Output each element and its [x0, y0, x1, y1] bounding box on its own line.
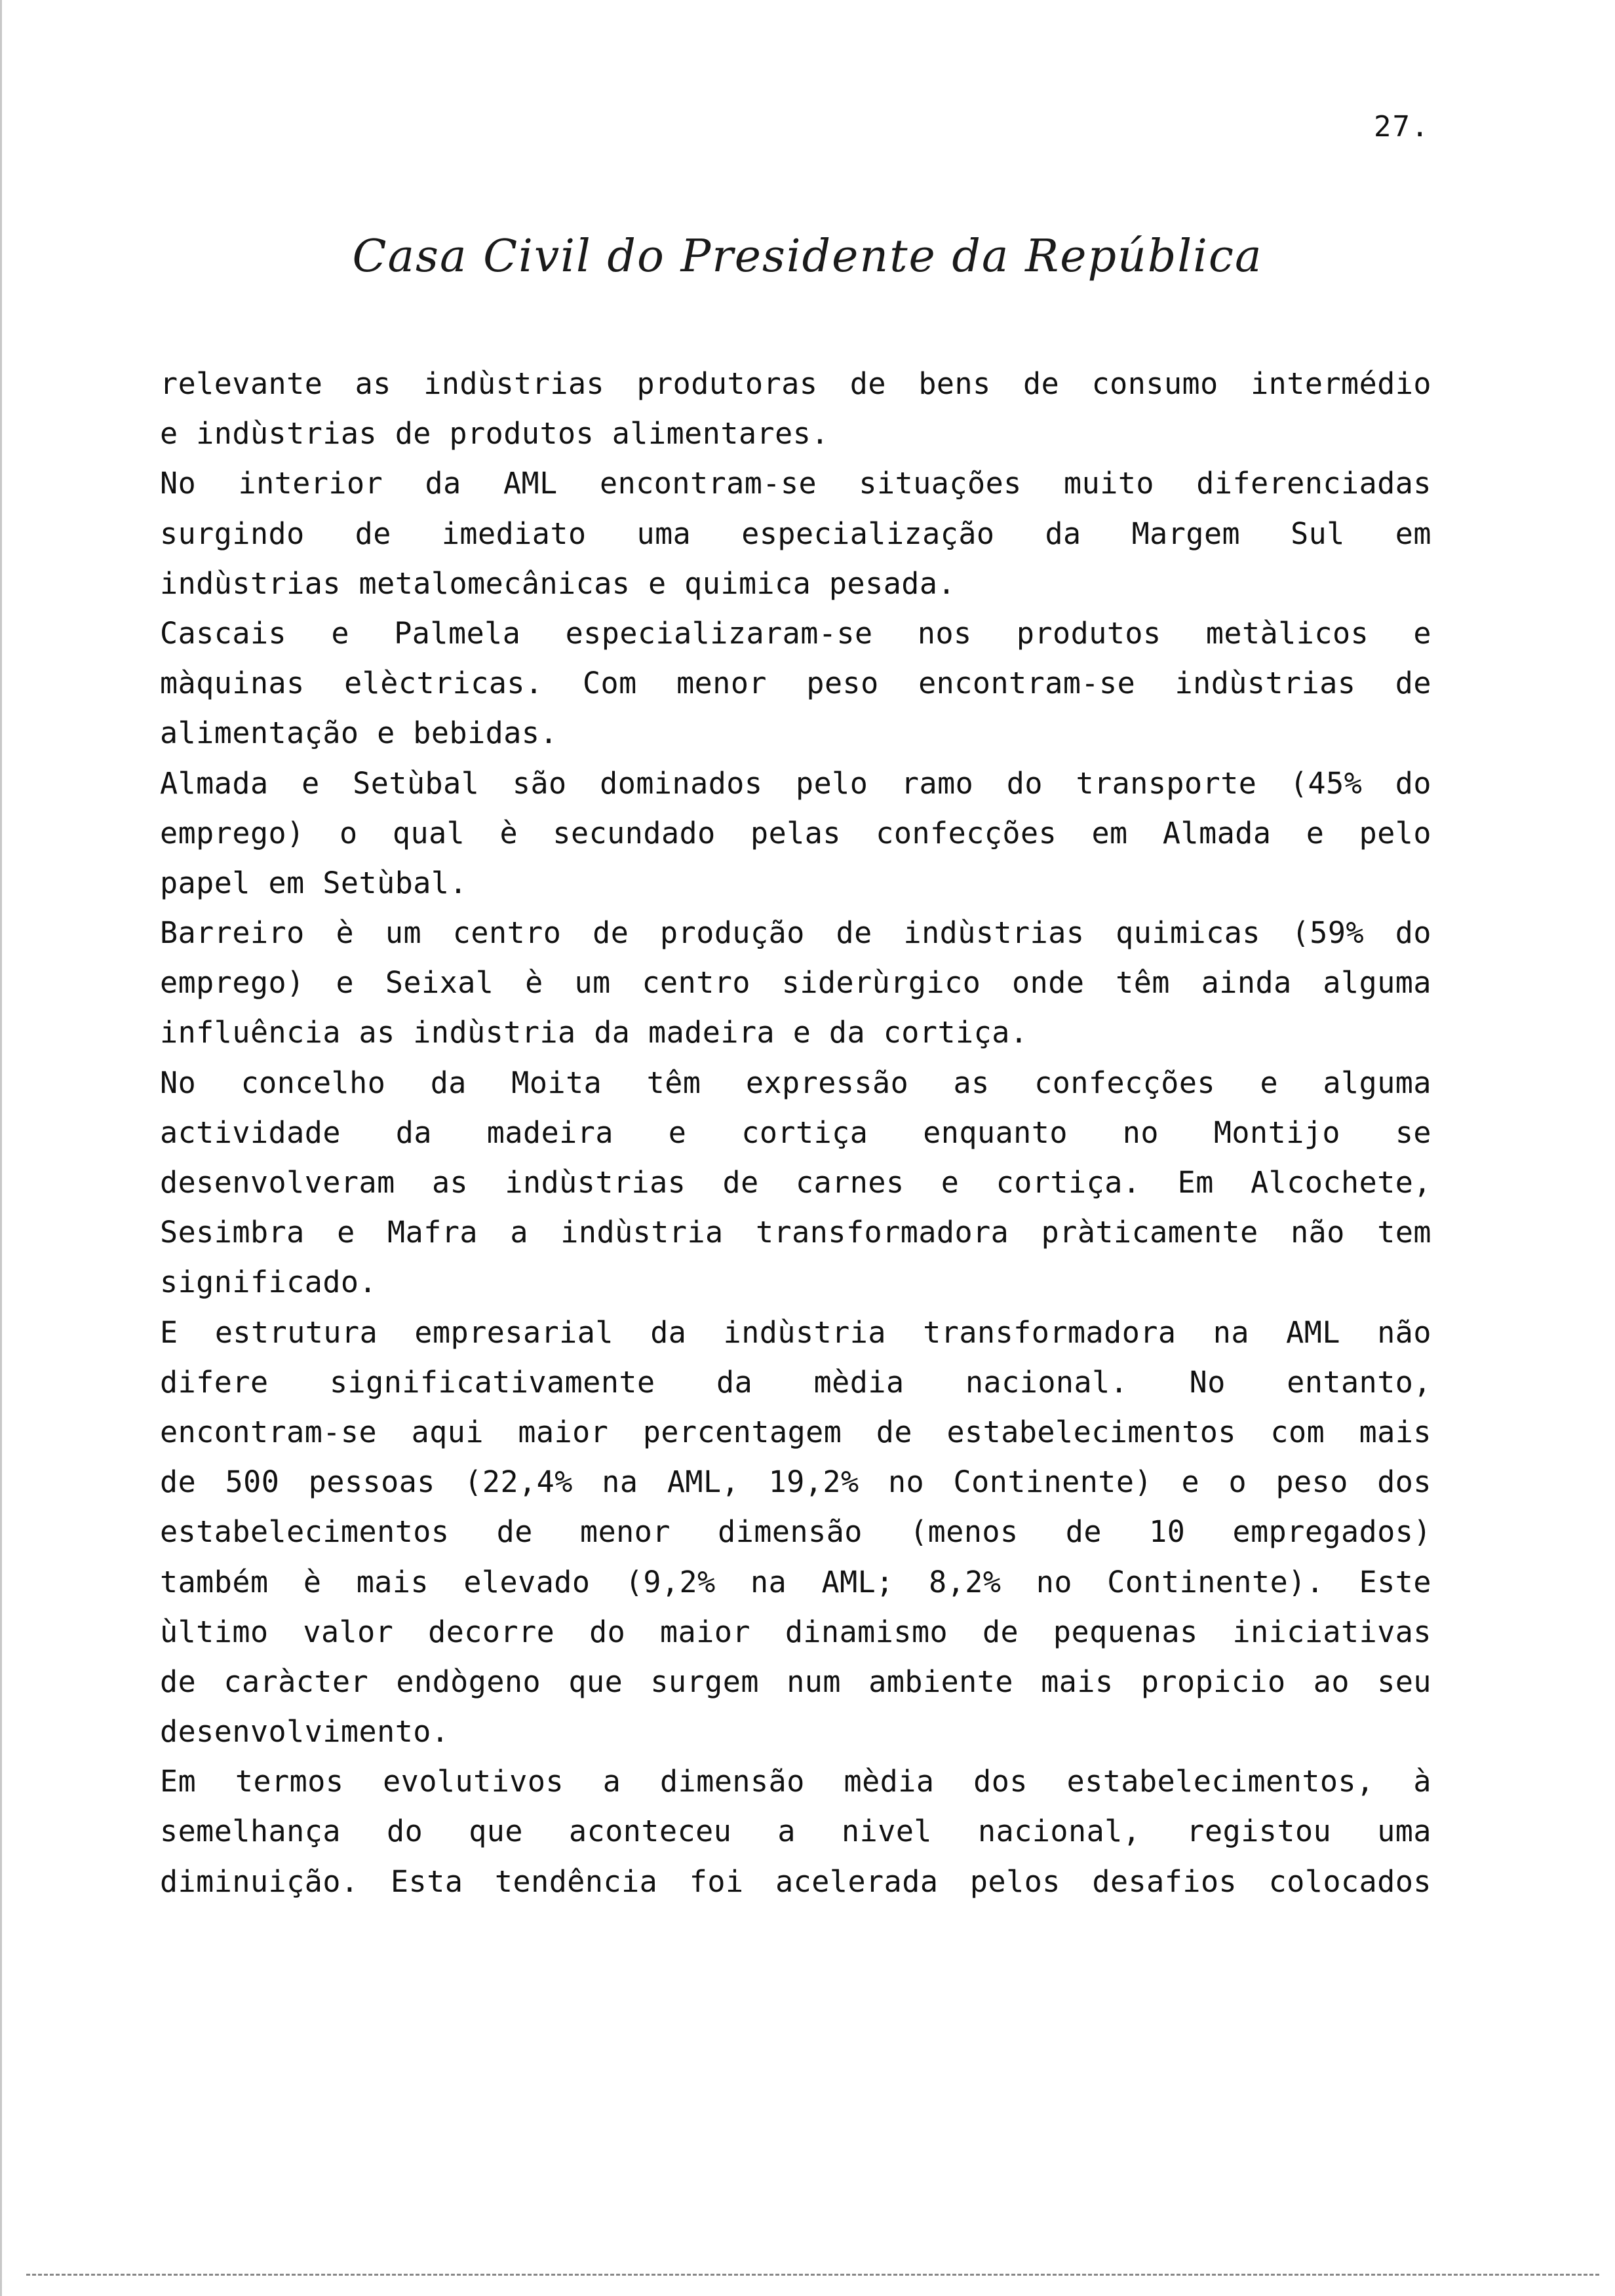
text-line: semelhança do que aconteceu a nivel nacional, registou uma	[160, 1814, 1431, 1849]
text-line: alimentação e bebidas.	[160, 716, 558, 751]
text-line: surgindo de imediato uma especialização da Margem Sul em	[160, 516, 1431, 551]
text-line: emprego) o qual è secundado pelas confecções em Almada e pelo	[160, 815, 1431, 851]
letterhead: Casa Civil do Presidente da República	[352, 231, 1263, 282]
text-line: Almada e Setùbal são dominados pelo ramo do transporte (45% do	[160, 765, 1431, 801]
text-line: No concelho da Moita têm expressão as confecções e alguma	[160, 1065, 1431, 1100]
text-line: e indùstrias de produtos alimentares.	[160, 416, 829, 451]
text-line: Sesimbra e Mafra a indùstria transformadora pràticamente não tem	[160, 1215, 1431, 1250]
text-line: desenvolveram as indùstrias de carnes e cortiça. Em Alcochete,	[160, 1165, 1431, 1200]
scan-artifact-line	[26, 2274, 1599, 2276]
text-line: Em termos evolutivos a dimensão mèdia dos estabelecimentos, à	[160, 1764, 1431, 1799]
text-line: indùstrias metalomecânicas e quimica pesada.	[160, 565, 956, 601]
text-line: de 500 pessoas (22,4% na AML, 19,2% no Continente) e o peso dos	[160, 1464, 1431, 1500]
text-line: difere significativamente da mèdia nacional. No entanto,	[160, 1364, 1431, 1400]
text-line: Cascais e Palmela especializaram-se nos produtos metàlicos e	[160, 615, 1431, 651]
text-line: desenvolvimento.	[160, 1714, 450, 1750]
text-line: papel em Setùbal.	[160, 865, 468, 900]
text-line: de caràcter endògeno que surgem num ambiente mais propicio ao seu	[160, 1664, 1431, 1699]
text-line: também è mais elevado (9,2% na AML; 8,2% no Continente). Este	[160, 1564, 1431, 1599]
text-line: diminuição. Esta tendência foi acelerada pelos desafios colocados	[160, 1864, 1431, 1899]
text-line: No interior da AML encontram-se situações muito diferenciadas	[160, 466, 1431, 501]
text-line: ùltimo valor decorre do maior dinamismo de pequenas iniciativas	[160, 1614, 1431, 1649]
text-line: significado.	[160, 1265, 378, 1300]
scan-edge	[0, 0, 2, 2296]
body-text	[160, 359, 1431, 1907]
text-line: encontram-se aqui maior percentagem de estabelecimentos com mais	[160, 1414, 1431, 1449]
text-line: màquinas elèctricas. Com menor peso encontram-se indùstrias de	[160, 666, 1431, 701]
text-line: influência as indùstria da madeira e da cortiça.	[160, 1015, 1028, 1050]
text-line: Barreiro è um centro de produção de indùstrias quimicas (59% do	[160, 915, 1431, 951]
text-line: actividade da madeira e cortiça enquanto no Montijo se	[160, 1115, 1431, 1150]
page-number: 27.	[1374, 110, 1430, 144]
text-line: emprego) e Seixal è um centro siderùrgico onde têm ainda alguma	[160, 965, 1431, 1001]
text-line: relevante as indùstrias produtoras de bens de consumo intermédio	[160, 366, 1431, 401]
text-line: E estrutura empresarial da indùstria transformadora na AML não	[160, 1314, 1431, 1350]
text-line: estabelecimentos de menor dimensão (menos de 10 empregados)	[160, 1514, 1431, 1550]
